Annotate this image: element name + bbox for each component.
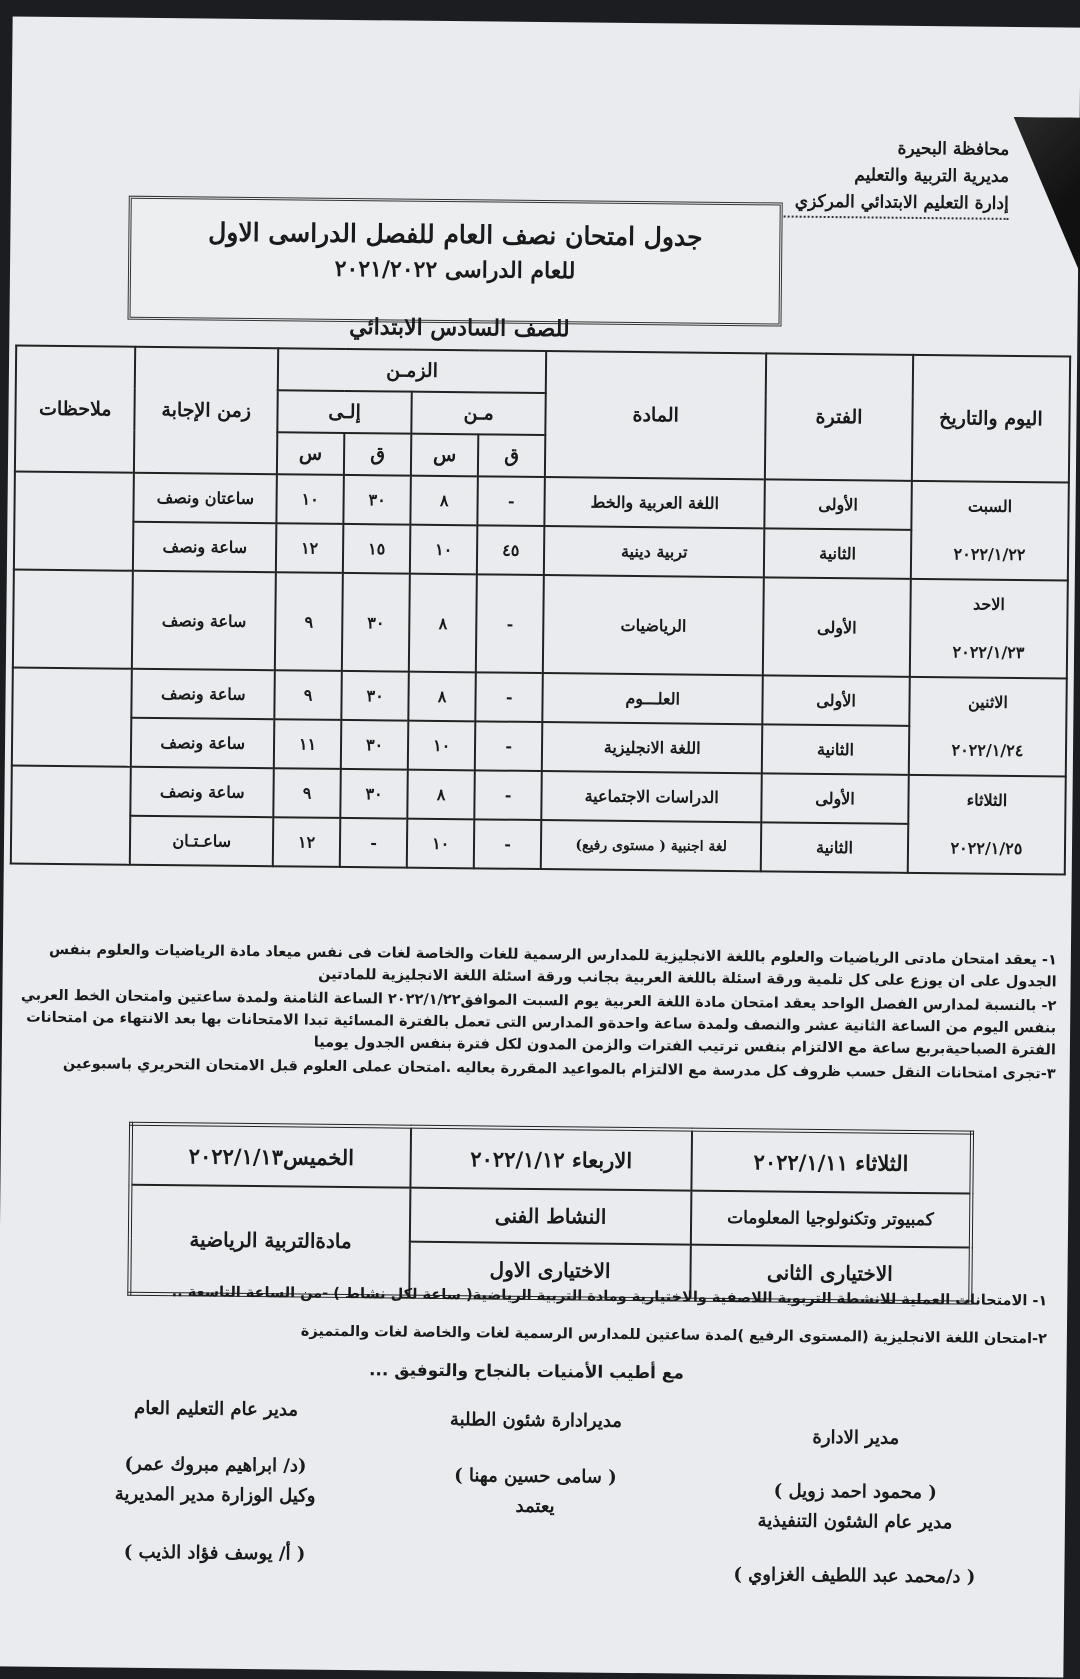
from-hours-cell: ٨ [407,770,475,820]
subject-cell: الدراسات الاجتماعية [541,771,762,822]
title-line1: جدول امتحان نصف العام للفصل الدراسى الاول [208,217,703,252]
signature-name: (د/ ابراهيم مبروك عمر) [124,1453,307,1477]
to-hours-cell: ١٢ [273,817,341,867]
duration-cell: ساعة ونصف [131,767,274,817]
from-minutes-cell: - [475,721,543,771]
activity-cell: النشاط الفنى [410,1188,691,1245]
activity-cell: كمبيوتر وتكنولوجيا المعلومات [691,1191,972,1248]
activity-day-header: الخميس٢٠٢٢/١/١٣ [130,1124,411,1188]
note-item: ٢- بالنسبة لمدارس الفصل الواحد يعقد امتحان مادة اللغة العربية يوم السبت الموافق٢٠٢٢/١/٢٢ الساعة الثامنة ولمدة ساعتين وامتحان الخط العربي بنفس اليوم من الساعة الثانية عشر والنصف ولمدة ساعة واحدةو المدارس التى تعمل بالفترة المسائية تبدا الامتحانات بها بعد الانتهاء من امتحانات الفترة الصباحيةبربع ساعة مع الالتزام بنفس ترتيب الفترات والزمن المدون لكل فترة بنفس الجدول يوميا [20,987,1057,1059]
duration-cell: ساعتان ونصف [134,473,277,523]
to-minutes-cell: - [340,818,408,868]
closing-wish: مع أطيب الأمنيات بالنجاح والتوفيق ... [368,1360,685,1384]
title-banner [127,196,782,327]
subject-cell: تربية دينية [544,526,765,577]
day-date: ٢٠٢٢/١/٢٤ [951,740,1024,761]
governorate-label: محافظة البحيرة [897,138,1010,160]
subject-cell: العلـــوم [542,673,763,724]
to-minutes-cell: ٣٠ [343,475,411,525]
footnote-item: ١- الامتحانات العملية للانشطة التربوية اللاصفية والاختيارية ومادة التربية الرياضية( ساعة لكل نشاط ) -من الساعة التاسعة .. [171,1284,1048,1310]
remarks-cell [12,667,133,766]
from-hours-cell: ١٠ [407,819,475,869]
from-minutes-cell: - [476,574,544,673]
header-from-minutes: ق [478,434,545,477]
from-hours-cell: ٨ [410,476,478,526]
from-minutes-cell: - [477,476,545,526]
header-from: مـن [411,392,546,435]
day-cell [908,775,1066,875]
header-period: الفترة [765,353,913,481]
activity-cell: مادةالتربية الرياضية [129,1185,410,1297]
to-minutes-cell: ٣٠ [342,573,410,672]
to-hours-cell: ١١ [274,719,342,769]
period-cell: الثانية [764,528,911,579]
to-minutes-cell: ٣٠ [340,769,408,819]
signature-name: ( أ/ يوسف فؤاد الذيب ) [123,1541,306,1565]
to-minutes-cell: ٣٠ [341,671,409,721]
day-cell [909,677,1067,777]
paper-corner-shadow [1012,117,1080,278]
signature-title: مدير الادارة [812,1426,900,1449]
to-hours-cell: ٩ [273,768,341,818]
remarks-cell [14,472,135,571]
exam-schedule-table [10,344,1071,875]
notes-section [6,938,1057,1087]
table-row [11,814,1065,874]
to-minutes-cell: ١٥ [343,524,411,574]
from-minutes-cell: - [475,672,543,722]
signature-name: ( محمود احمد زويل ) [773,1480,937,1504]
header-to: إلـى [277,390,412,433]
signature-admin [704,1422,1006,1593]
footnotes-section [6,1278,1047,1403]
duration-cell: ساعة ونصف [132,669,275,719]
activities-table [127,1122,974,1305]
day-name: الثلاثاء [966,790,1008,810]
day-name: السبت [967,496,1013,516]
subject-cell: الرياضيات [543,575,764,675]
to-hours-cell: ٩ [275,572,343,671]
from-hours-cell: ١٠ [408,721,476,771]
subject-cell: اللغة الانجليزية [542,722,763,773]
to-hours-cell: ٩ [274,670,342,720]
header-to-minutes: ق [344,433,411,476]
from-hours-cell: ٨ [408,672,476,722]
from-minutes-cell: - [474,819,542,869]
period-cell: الأولى [761,773,908,824]
header-to-hours: س [277,432,344,475]
signature-title: مدير عام الشئون التنفيذية [757,1510,953,1534]
header-remarks: ملاحظات [15,346,136,473]
duration-cell: ساعة ونصف [131,718,274,768]
to-hours-cell: ١٠ [276,474,344,524]
to-hours-cell: ١٢ [276,523,344,573]
duration-cell: ساعـتـان [130,816,273,866]
signature-title: مدير عام التعليم العام [134,1397,299,1421]
signature-title: مديرادارة شئون الطلبة [449,1409,623,1432]
duration-cell: ساعة ونصف [132,571,276,670]
day-date: ٢٠٢٢/١/٢٢ [953,544,1026,565]
from-hours-cell: ٨ [409,574,477,673]
header-day-date: اليوم والتاريخ [912,355,1070,483]
title-line2: للعام الدراسى ٢٠٢١/٢٠٢٢ [334,255,576,285]
remarks-cell [13,569,134,668]
activity-day-header: الثلاثاء ٢٠٢٢/١/١١ [691,1130,972,1194]
day-date: ٢٠٢٢/١/٢٥ [950,838,1023,859]
day-name: الاحد [972,594,1006,614]
period-cell: الثانية [762,724,909,775]
signature-name: ( د/محمد عبد اللطيف الغزاوي ) [733,1564,976,1588]
from-hours-cell: ١٠ [410,525,478,575]
from-minutes-cell: - [474,770,542,820]
remarks-cell [11,765,132,864]
to-minutes-cell: ٣٠ [341,720,409,770]
duration-cell: ساعة ونصف [133,522,276,572]
header-duration: زمن الإجابة [134,347,278,474]
signature-general [64,1393,366,1570]
period-cell: الأولى [762,675,909,726]
note-item: ٣-تجرى امتحانات النقل حسب ظروف كل مدرسة مع الالتزام بالمواعيد المقررة بعاليه .امتحان عملى العلوم قبل الامتحان التحريري باسبوعين [62,1056,1056,1083]
day-name: الاثنين [967,692,1008,712]
subject-cell: لغة اجنبية ( مستوى رفيع) [541,820,762,871]
approved-label: يعتمد [515,1495,555,1518]
activity-day-header: الاربعاء ٢٠٢٢/١/١٢ [411,1127,692,1191]
footnote-item: ٢-امتحان اللغة الانجليزية (المستوى الرفيع )لمدة ساعتين للمدارس الرسمية لغات والخاصة لغات والمتميزة [300,1323,1047,1348]
subject-cell: اللغة العربية والخط [545,477,766,528]
day-cell [910,579,1068,679]
administration-label: إدارة التعليم الابتدائي المركزي [794,191,1009,214]
period-cell: الأولى [763,577,911,677]
header-subject: المادة [545,351,766,479]
table-row [13,569,1068,678]
header-from-hours: س [411,434,478,477]
period-cell: الثانية [761,822,908,873]
grade-label: للصف السادس الابتدائي [349,313,570,343]
exam-schedule-paper [0,16,1080,1677]
activity-cell: الاختيارى الثانى [690,1245,971,1303]
signature-title: وكيل الوزارة مدير المديرية [114,1483,316,1507]
activity-cell: الاختيارى الاول [410,1242,691,1300]
from-minutes-cell: ٤٥ [477,525,545,575]
header-time: الزمـن [278,348,547,393]
day-date: ٢٠٢٢/١/٢٣ [952,642,1025,663]
day-cell [911,481,1069,581]
period-cell: الأولى [765,479,912,530]
signature-name: ( سامى حسين مهنا ) [454,1465,617,1488]
note-item: ١- يعقد امتحان مادتى الرياضيات والعلوم باللغة الانجليزية للمدارس الرسمية للغات والخاصة لغات فى نفس ميعاد مادة الرياضيات والعلوم بنفس الجدول على ان يوزع على كل تلمية ورقة اسئلة باللغة العربية بجانب ورقة اسئلة اللغة الانجليزية للمادتين [48,941,1057,991]
signature-students [405,1405,666,1524]
directorate-label: مديرية التربية والتعليم [854,165,1010,187]
